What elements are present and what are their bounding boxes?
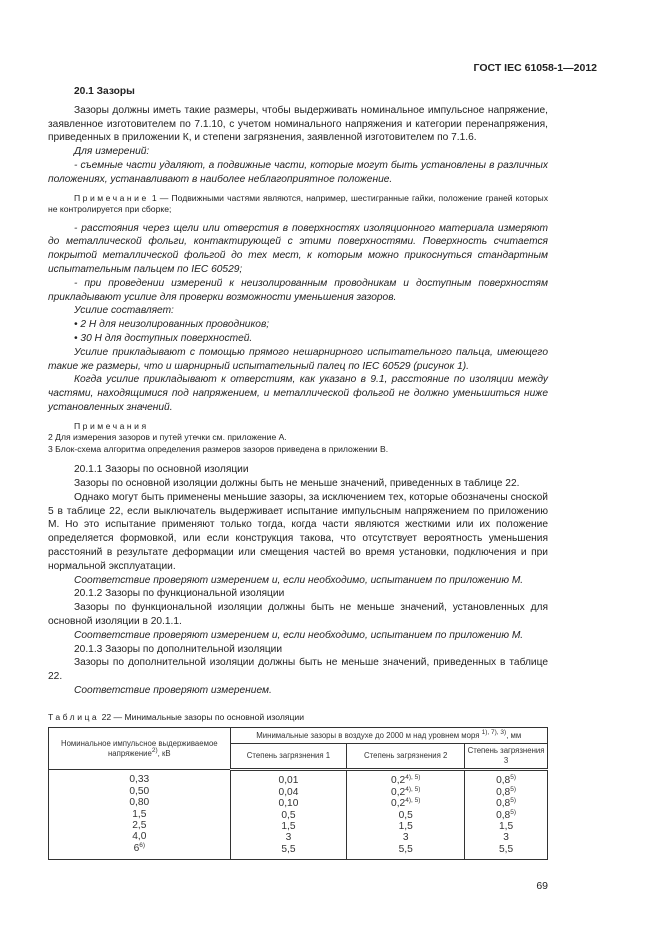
- paragraph: - при проведении измерений к неизолированным проводникам и доступным поверхностям прикладывают усилие для проверки возможности уменьшения зазоров.: [48, 277, 548, 303]
- caption-label: Таблица: [48, 711, 100, 722]
- paragraph: Однако могут быть применены меньшие зазоры, за исключением тех, которые обозначены сноской 5 в таблице 22, если выключатель выдерживает испытание импульсным напряжением по приложению М. Но это испытание применяют только тогда, когда части являются жесткими или их положение определяется формовкой, или если конструкция такова, что отсутствует вероятность уменьшения расстояний в результате деформации или смещения частей во время установки, подключения и при нормальной эксплуатации.: [48, 491, 548, 572]
- col-header-voltage: Номинальное импульсное выдерживаемое напряжение$^{2)}$, кВ: [49, 728, 231, 770]
- caption-text: 22 — Минимальные зазоры по основной изоляции: [99, 711, 305, 722]
- table-cell: 1,5: [398, 820, 413, 832]
- paragraph: Соответствие проверяют измерением и, если необходимо, испытанием по приложению М.: [74, 574, 524, 586]
- list-item: • 30 Н для доступных поверхностей.: [74, 332, 253, 344]
- paragraph: - съемные части удаляют, а подвижные части, которые могут быть установлены в различных положениях, устанавливают в наиболее неблагоприятное положение.: [48, 159, 548, 185]
- table-cell: 5,5: [281, 843, 296, 855]
- paragraph: Соответствие проверяют измерением и, если необходимо, испытанием по приложению М.: [74, 629, 524, 641]
- table-cell: 3: [503, 832, 509, 844]
- paragraph: Зазоры по дополнительной изоляции должны быть не меньше значений, приведенных в таблице 22.: [48, 657, 548, 683]
- table-cell: 2,5: [132, 819, 147, 831]
- notes-label: Примечания: [74, 420, 149, 431]
- section-20-1: [48, 85, 548, 455]
- table-cell: 0,8$^{5)}$: [496, 785, 517, 798]
- table-cell: 4,0: [132, 831, 147, 843]
- paragraph: Когда усилие прикладывают к отверстиям, как указано в 9.1, расстояние по изоляции между частями, находящимися под напряжением, и металлической фольгой не должно уменьшиться ниже установленных значений.: [48, 374, 548, 413]
- clearance-table: [48, 727, 548, 860]
- voltage-column: [49, 770, 231, 860]
- paragraph: Усилие прикладывают с помощью прямого нешарнирного испытательного пальца, имеющего такие же размеры, что и шарнирный испытательный палец по IEC 60529 (рисунок 1).: [48, 346, 548, 372]
- note-text: 1 — Подвижными частями являются, например, шестигранные гайки, положение граней которых не контролируется при сборке;: [48, 192, 548, 215]
- table-cell: 0,01: [278, 775, 299, 787]
- paragraph: Для измерений:: [74, 146, 150, 158]
- note-1: [48, 193, 548, 216]
- subsections: [48, 463, 548, 698]
- table-cell: 1,5: [132, 808, 147, 820]
- list-item: • 2 Н для неизолированных проводников;: [74, 319, 270, 331]
- table-caption: [48, 712, 548, 724]
- paragraph: Зазоры должны иметь такие размеры, чтобы выдерживать номинальное импульсное напряжение, заявленное изготовителем по 7.1.10, с учетом номинального напряжения и категории перенапряжения, приведенных в приложении К, и степени загрязнения, заявленной изготовителем по 7.1.6.: [48, 104, 548, 144]
- table-cell: 5,5: [498, 843, 514, 855]
- table-cell: 0,8$^{5)}$: [496, 808, 517, 821]
- table-cell: $0,2^{4), 5)}$: [391, 797, 421, 810]
- table-cell: 0,80: [129, 797, 150, 809]
- table-cell: 0,5: [281, 809, 296, 821]
- table-cell: $0,2^{4), 5)}$: [391, 774, 421, 787]
- table-cell: 0,5: [398, 809, 413, 821]
- table-cell: $0,2^{4), 5)}$: [391, 785, 421, 798]
- table-cell: 3: [285, 832, 292, 844]
- paragraph: Усилие составляет:: [74, 305, 174, 317]
- paragraph: Зазоры по функциональной изоляции должны быть не меньше значений, установленных для основной изоляции в 20.1.1.: [48, 602, 548, 627]
- col-header-pd2: Степень загрязнения 2: [347, 744, 465, 770]
- col-header-pd1: Степень загрязнения 1: [230, 744, 347, 770]
- table-cell: 3: [402, 832, 409, 844]
- section-title: 20.1 Зазоры: [74, 86, 135, 97]
- paragraph: Соответствие проверяют измерением.: [74, 684, 272, 696]
- pd1-column: [230, 770, 347, 860]
- table-cell: 6$^{6)}$: [133, 841, 146, 854]
- note-label: Примечание: [74, 192, 149, 203]
- page-number: 69: [536, 880, 548, 893]
- pd3-column: [465, 770, 548, 860]
- note-3: 3 Блок-схема алгоритма определения размеров зазоров приведена в приложении В.: [48, 443, 389, 454]
- table-cell: 0,8$^{5)}$: [496, 774, 517, 787]
- paragraph: - расстояния через щели или отверстия в поверхностях изоляционного материала измеряют до металлической фольги, контактирующей с этими поверхностями. Поверхность считается покрытой металлической фольгой до тех мест, к которым можно прикоснуться стандартным испытательным пальцем по IEC 60529;: [48, 222, 548, 275]
- table-22: [48, 712, 548, 860]
- document-header: ГОСТ IEC 61058-1—2012: [473, 62, 597, 74]
- subsection-title: 20.1.3 Зазоры по дополнительной изоляции: [74, 643, 283, 655]
- table-cell: 0,04: [278, 786, 299, 798]
- table-cell: 0,10: [278, 798, 299, 810]
- table-cell: 0,50: [129, 785, 150, 797]
- table-cell: 0,8$^{5)}$: [496, 797, 517, 810]
- subsection-title: 20.1.2 Зазоры по функциональной изоляции: [74, 588, 285, 600]
- table-cell: 5,5: [398, 843, 413, 855]
- note-2: 2 Для измерения зазоров и путей утечки см. приложение А.: [48, 432, 287, 443]
- table-cell: 1,5: [498, 820, 514, 832]
- col-header-pd3: Степень загрязнения 3: [465, 744, 548, 770]
- group-header: Минимальные зазоры в воздухе до 2000 м над уровнем моря $^{1), 7), 3)}$, мм: [230, 728, 547, 744]
- table-cell: 0,33: [129, 774, 150, 786]
- paragraph: Зазоры по основной изоляции должны быть не меньше значений, приведенных в таблице 22.: [74, 478, 520, 490]
- pd2-column: [347, 770, 465, 860]
- subsection-title: 20.1.1 Зазоры по основной изоляции: [74, 464, 249, 476]
- table-cell: 1,5: [281, 820, 296, 832]
